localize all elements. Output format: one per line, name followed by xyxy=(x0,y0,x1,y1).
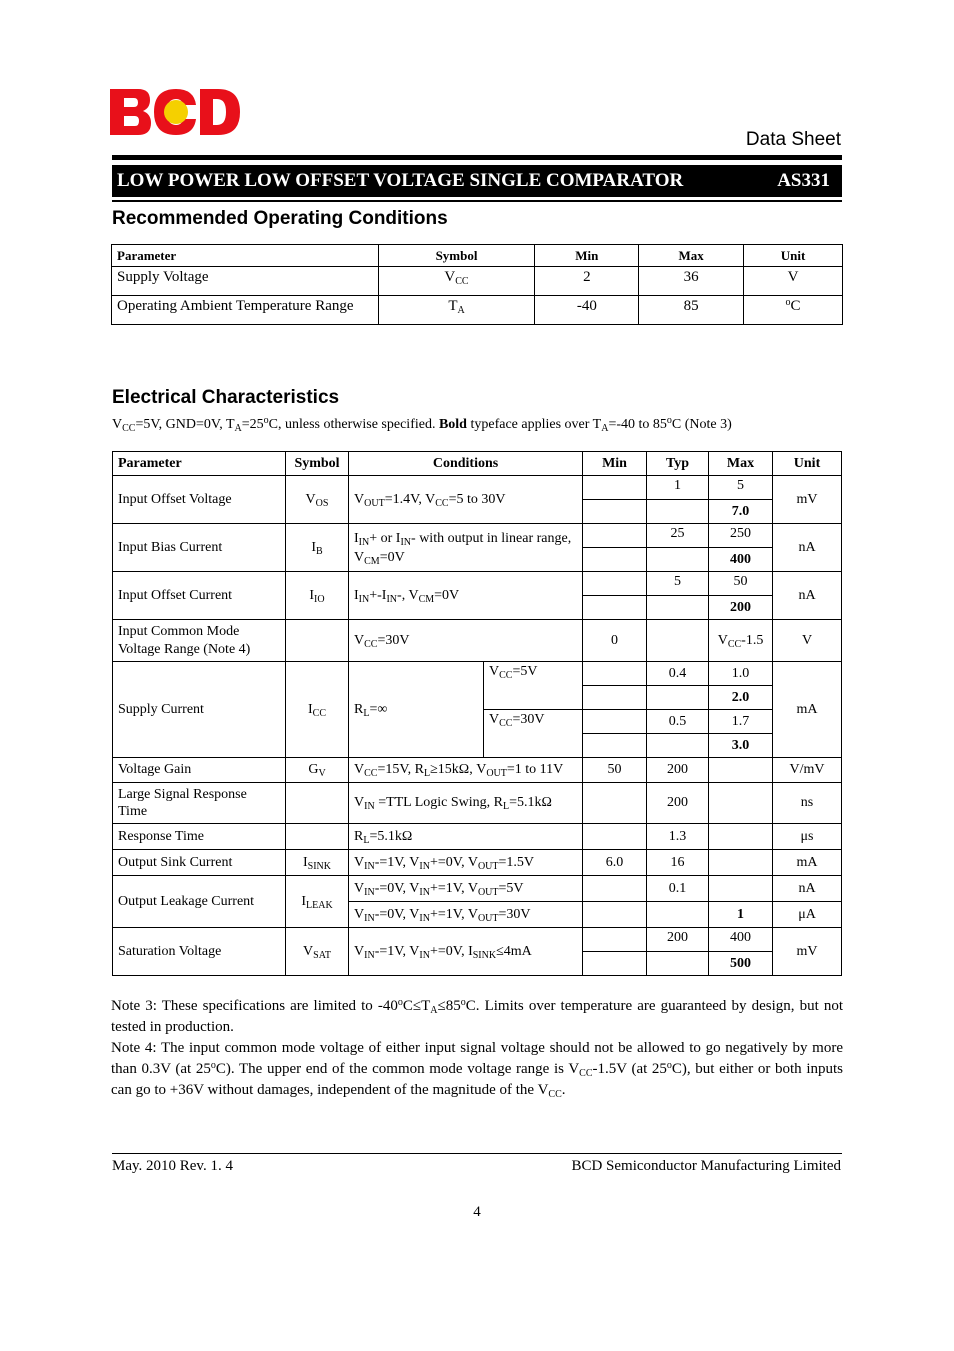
title-bar-underline xyxy=(112,200,842,202)
ec-header-row xyxy=(113,452,842,476)
ec-typ: 0.5 xyxy=(647,710,709,734)
ec-unit: mA xyxy=(773,662,842,758)
ec-min xyxy=(583,596,647,620)
ec-unit: mV xyxy=(773,928,842,976)
ec-col-typ: Typ xyxy=(647,452,709,476)
roc-max: 36 xyxy=(639,267,744,296)
doc-title: LOW POWER LOW OFFSET VOLTAGE SINGLE COMPARATOR xyxy=(117,170,684,191)
table-row xyxy=(113,876,842,902)
ec-min xyxy=(583,500,647,524)
page-number: 4 xyxy=(473,1204,481,1220)
ec-max: 400 xyxy=(709,928,773,952)
roc-unit: $^o$C xyxy=(744,296,843,325)
ec-param: Input Bias Current xyxy=(113,524,286,572)
ec-max: 5 xyxy=(709,476,773,500)
ec-symbol: $I_{CC}$ xyxy=(286,662,349,758)
ec-max xyxy=(709,850,773,876)
notes xyxy=(111,996,843,1101)
ec-min xyxy=(583,824,647,850)
ec-min: 6.0 xyxy=(583,850,647,876)
part-number: AS331 xyxy=(777,170,830,191)
roc-param: Supply Voltage xyxy=(112,267,379,296)
table-row xyxy=(113,850,842,876)
table-row xyxy=(113,572,842,596)
ec-conditions-cell: $R_L=5.1k\Omega$ xyxy=(349,824,583,850)
ec-max xyxy=(709,824,773,850)
note-3: Note 3: These specifications are limited to $-40^oC\le T_A\le 85^oC$. Limits over temperature are guaranteed by design, but not tested in production. xyxy=(111,997,843,1035)
table-row xyxy=(113,928,842,952)
ec-unit: μA xyxy=(773,902,842,928)
ec-min xyxy=(583,734,647,758)
ec-unit: μs xyxy=(773,824,842,850)
ec-typ: 25 xyxy=(647,524,709,548)
table-row xyxy=(113,783,842,824)
ec-min xyxy=(583,524,647,548)
header-rule xyxy=(112,155,842,160)
logo-letter-d xyxy=(200,89,240,135)
ec-col-max: Max xyxy=(709,452,773,476)
ec-max: 1.0 xyxy=(709,662,773,686)
ec-min xyxy=(583,876,647,902)
footer-date-rev: May. 2010 Rev. 1. 4 xyxy=(112,1158,233,1174)
ec-col-min: Min xyxy=(583,452,647,476)
table-row xyxy=(113,524,842,548)
ec-unit: V/mV xyxy=(773,758,842,783)
doc-type-label: Data Sheet xyxy=(745,129,841,150)
ec-max-bold: 2.0 xyxy=(709,686,773,710)
ec-col-parameter: Parameter xyxy=(113,452,286,476)
ec-typ: 16 xyxy=(647,850,709,876)
ec-min xyxy=(583,902,647,928)
table-row xyxy=(113,662,842,686)
ec-typ: 0.1 xyxy=(647,876,709,902)
ec-typ: 200 xyxy=(647,758,709,783)
ec-max: 1.7 xyxy=(709,710,773,734)
ec-conditions-cell: $R_L=\infty$ xyxy=(349,662,484,758)
ec-min: 0 xyxy=(583,620,647,662)
ec-param: Voltage Gain xyxy=(113,758,286,783)
ec-heading: Electrical Characteristics xyxy=(112,387,340,408)
ec-typ: 200 xyxy=(647,783,709,824)
ec-typ: 1.3 xyxy=(647,824,709,850)
ec-min xyxy=(583,572,647,596)
ec-symbol xyxy=(286,824,349,850)
ec-conditions-cell: $V_{OUT}=1.4V$, $V_{CC}=5$ to 30V xyxy=(349,476,583,524)
ec-conditions: $V_{CC}=5V$, GND=0V, $T_A=25^oC$, unless otherwise specified. Bold typeface applies over $T_A=-40$ to 85$^o$C (Note 3) xyxy=(112,415,732,434)
ec-max-bold: 1 xyxy=(709,902,773,928)
ec-min: 50 xyxy=(583,758,647,783)
ec-conditions-cell: $V_{IN}-=0V$, $V_{IN}+=1V$, $V_{OUT}=5V$ xyxy=(349,876,583,902)
roc-col-unit: Unit xyxy=(744,245,843,267)
ec-conditions-cell: $V_{CC}=15V$, $R_L\ge 15k\Omega$, $V_{OUT}=1$ to 11V xyxy=(349,758,583,783)
ec-conditions-cell: $I_{IN}+$ or $I_{IN}-$ with output in linear range, $V_{CM}=0V$ xyxy=(349,524,583,572)
table-row xyxy=(112,267,843,296)
ec-param: Large Signal Response Time xyxy=(113,783,286,824)
ec-col-symbol: Symbol xyxy=(286,452,349,476)
ec-min xyxy=(583,710,647,734)
ec-typ xyxy=(647,686,709,710)
ec-conditions-cell: $V_{CC}=30V$ xyxy=(349,620,583,662)
ec-symbol: $V_{SAT}$ xyxy=(286,928,349,976)
ec-unit: mA xyxy=(773,850,842,876)
note-4: Note 4: The input common mode voltage of either input signal voltage should not be allowed to go negatively by more than 0.3V (at 25$^o$C). The upper end of the common mode voltage range is $V_{CC}-1.5V$ (at 25$^o$C), but either or both inputs can go to +36V without damages, independent of the magnitude of the $V_{CC}$. xyxy=(111,1040,843,1100)
ec-subcondition: $V_{CC}=5V$ xyxy=(484,662,583,710)
ec-max xyxy=(709,758,773,783)
table-row xyxy=(113,476,842,500)
ec-typ xyxy=(647,952,709,976)
footer-rule xyxy=(112,1153,842,1154)
ec-param: Output Sink Current xyxy=(113,850,286,876)
roc-max: 85 xyxy=(639,296,744,325)
table-row xyxy=(112,296,843,325)
ec-min xyxy=(583,928,647,952)
ec-max-bold: 7.0 xyxy=(709,500,773,524)
roc-col-min: Min xyxy=(535,245,639,267)
ec-max: 250 xyxy=(709,524,773,548)
ec-max-bold: 200 xyxy=(709,596,773,620)
roc-symbol: $V_{CC}$ xyxy=(378,267,535,296)
ec-symbol: $I_{SINK}$ xyxy=(286,850,349,876)
logo-letter-b xyxy=(110,89,151,135)
ec-max: 50 xyxy=(709,572,773,596)
ec-typ xyxy=(647,500,709,524)
ec-unit: ns xyxy=(773,783,842,824)
bcd-logo xyxy=(110,89,240,135)
ec-max-bold: 500 xyxy=(709,952,773,976)
ec-min xyxy=(583,476,647,500)
ec-symbol: $I_{IO}$ xyxy=(286,572,349,620)
roc-table xyxy=(111,244,843,325)
ec-param: Input Offset Voltage xyxy=(113,476,286,524)
roc-col-symbol: Symbol xyxy=(378,245,535,267)
ec-max xyxy=(709,876,773,902)
roc-unit: V xyxy=(744,267,843,296)
ec-symbol: $I_B$ xyxy=(286,524,349,572)
ec-symbol xyxy=(286,620,349,662)
ec-max xyxy=(709,783,773,824)
roc-min: -40 xyxy=(535,296,639,325)
ec-typ xyxy=(647,734,709,758)
ec-conditions-cell: $V_{IN}-=1V$, $V_{IN}+=0V$, $V_{OUT}=1.5V$ xyxy=(349,850,583,876)
ec-unit: V xyxy=(773,620,842,662)
ec-conditions-cell: $V_{IN}-=1V$, $V_{IN}+=0V$, $I_{SINK}\le 4mA$ xyxy=(349,928,583,976)
logo-yellow-dot xyxy=(164,100,188,124)
table-row xyxy=(113,758,842,783)
ec-param: Input Common Mode Voltage Range (Note 4) xyxy=(113,620,286,662)
ec-col-conditions: Conditions xyxy=(349,452,583,476)
ec-typ: 200 xyxy=(647,928,709,952)
ec-unit: mV xyxy=(773,476,842,524)
ec-conditions-cell: $I_{IN}+-I_{IN}-$, $V_{CM}=0V$ xyxy=(349,572,583,620)
ec-typ: 1 xyxy=(647,476,709,500)
ec-typ: 0.4 xyxy=(647,662,709,686)
ec-param: Output Leakage Current xyxy=(113,876,286,928)
ec-symbol xyxy=(286,783,349,824)
roc-heading: Recommended Operating Conditions xyxy=(112,208,448,229)
ec-param: Input Offset Current xyxy=(113,572,286,620)
ec-typ: 5 xyxy=(647,572,709,596)
ec-min xyxy=(583,952,647,976)
ec-unit: nA xyxy=(773,876,842,902)
ec-unit: nA xyxy=(773,572,842,620)
table-row xyxy=(113,824,842,850)
ec-conditions-cell: $V_{IN} =TTL$ Logic Swing, $R_L=5.1k\Omega$ xyxy=(349,783,583,824)
ec-typ xyxy=(647,548,709,572)
roc-col-max: Max xyxy=(639,245,744,267)
ec-col-unit: Unit xyxy=(773,452,842,476)
ec-table xyxy=(112,451,842,976)
roc-param: Operating Ambient Temperature Range xyxy=(112,296,379,325)
ec-conditions-cell: $V_{IN}-=0V$, $V_{IN}+=1V$, $V_{OUT}=30V$ xyxy=(349,902,583,928)
roc-min: 2 xyxy=(535,267,639,296)
ec-param: Supply Current xyxy=(113,662,286,758)
ec-param: Saturation Voltage xyxy=(113,928,286,976)
ec-typ xyxy=(647,596,709,620)
roc-col-parameter: Parameter xyxy=(112,245,379,267)
table-row xyxy=(113,620,842,662)
ec-min xyxy=(583,662,647,686)
ec-symbol: $G_V$ xyxy=(286,758,349,783)
ec-subcondition: $V_{CC}=30V$ xyxy=(484,710,583,758)
ec-max: $V_{CC}-1.5$ xyxy=(709,620,773,662)
ec-unit: nA xyxy=(773,524,842,572)
ec-min xyxy=(583,783,647,824)
ec-max-bold: 3.0 xyxy=(709,734,773,758)
roc-symbol: $T_A$ xyxy=(378,296,535,325)
roc-header-row xyxy=(112,245,843,267)
ec-symbol: $V_{OS}$ xyxy=(286,476,349,524)
ec-min xyxy=(583,686,647,710)
ec-symbol: $I_{LEAK}$ xyxy=(286,876,349,928)
ec-max-bold: 400 xyxy=(709,548,773,572)
ec-typ xyxy=(647,620,709,662)
ec-typ xyxy=(647,902,709,928)
ec-min xyxy=(583,548,647,572)
ec-param: Response Time xyxy=(113,824,286,850)
title-bar xyxy=(112,165,842,197)
footer-company: BCD Semiconductor Manufacturing Limited xyxy=(571,1158,841,1174)
